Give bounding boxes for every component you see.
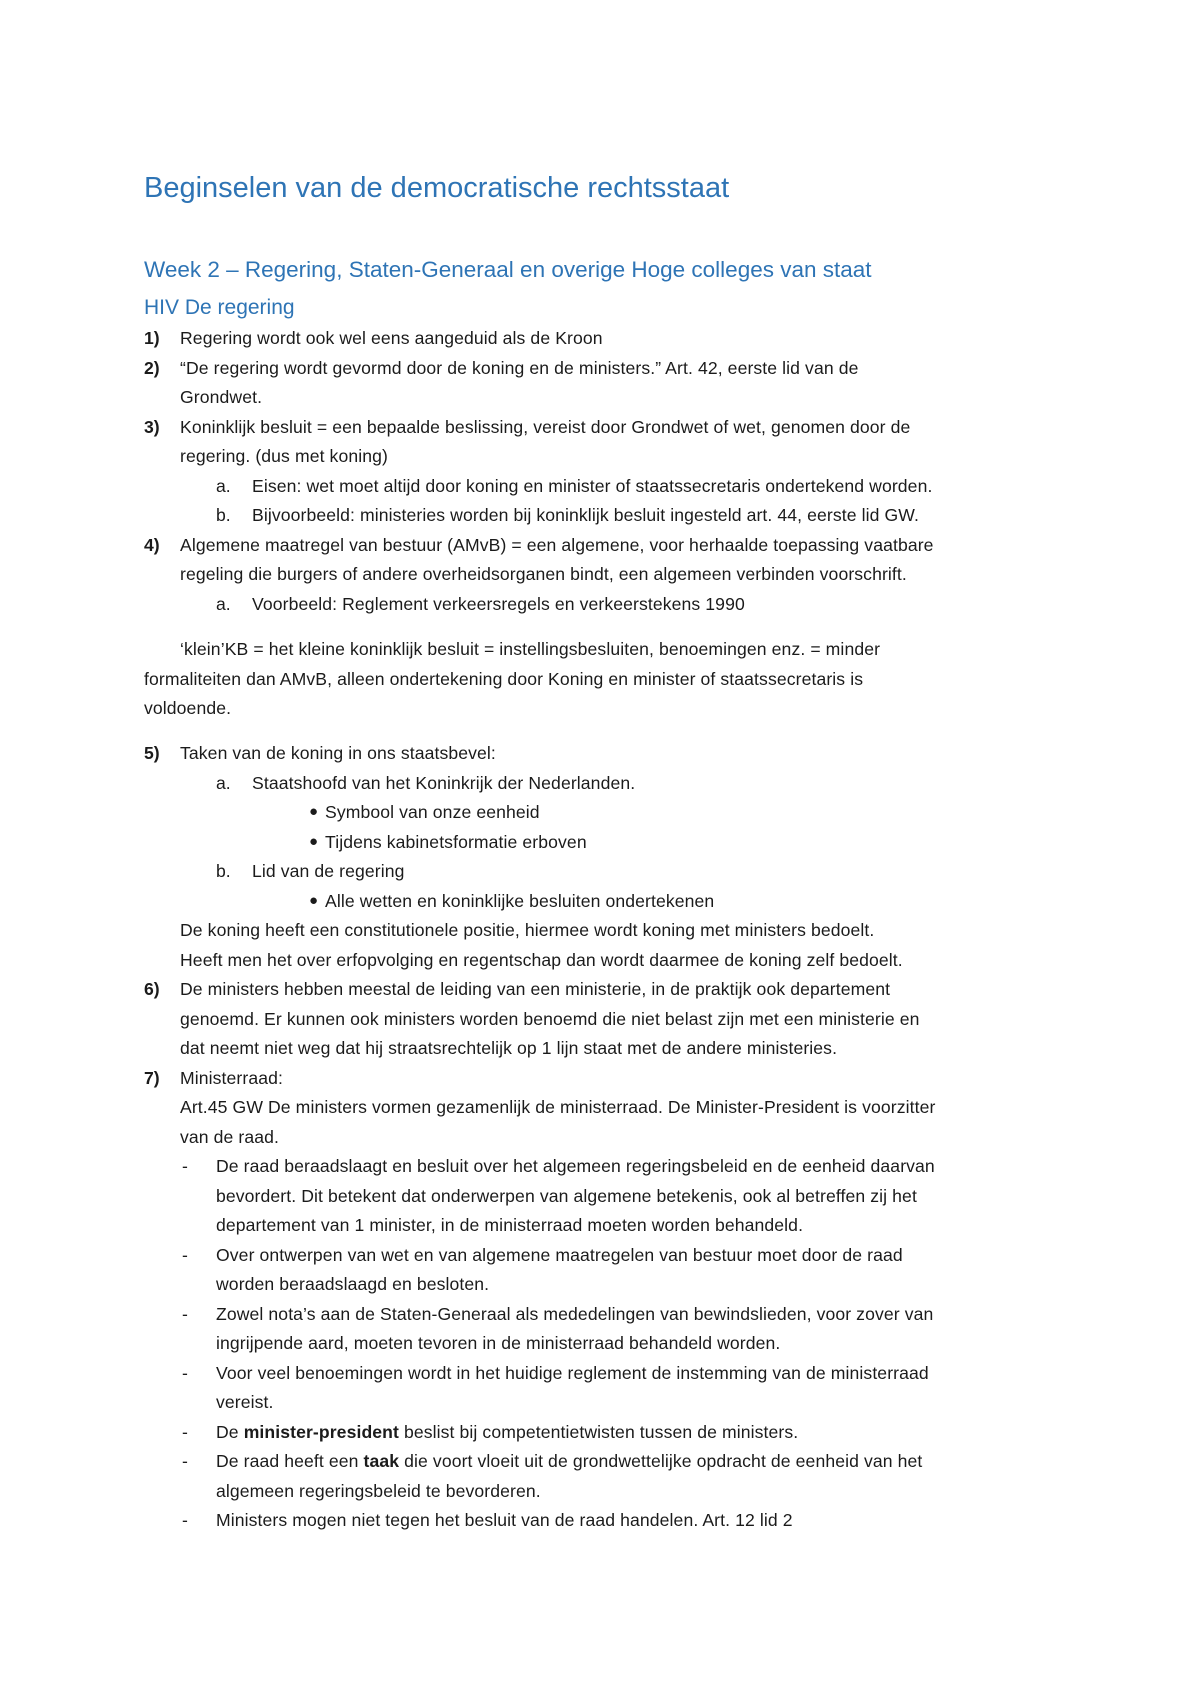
dash-item-text: departement van 1 minister, in de ministerraad moeten worden behandeld. (216, 1215, 804, 1235)
dash-item-text (216, 1450, 922, 1472)
list-item-text: Ministerraad: (180, 1068, 283, 1088)
dash-marker: - (182, 1245, 188, 1265)
list-item-text: De ministers hebben meestal de leiding van een ministerie, in de praktijk ook departement (180, 979, 891, 999)
text-run: die voort vloeit uit de grondwettelijke opdracht de eenheid van het (399, 1451, 923, 1471)
bold-term: minister-president (243, 1422, 399, 1442)
bullet-icon: ● (309, 892, 319, 909)
bullet-icon: ● (309, 833, 319, 850)
paragraph-line: formaliteiten dan AMvB, alleen ondertekening door Koning en minister of staatssecretaris is (144, 669, 864, 689)
dash-item-text: worden beraadslaagd en besloten. (216, 1274, 490, 1294)
list-number: 7) (144, 1068, 160, 1088)
sublist-label: b. (216, 505, 231, 525)
list-item-text: “De regering wordt gevormd door de koning en de ministers.” Art. 42, eerste lid van de (180, 358, 859, 378)
list-item-text: regering. (dus met koning) (180, 446, 388, 466)
bullet-text: Alle wetten en koninklijke besluiten ondertekenen (325, 891, 715, 911)
sublist-text: Eisen: wet moet altijd door koning en minister of staatssecretaris ondertekend worden. (252, 476, 933, 496)
dash-marker: - (182, 1422, 188, 1442)
list-item-text: Regering wordt ook wel eens aangeduid als de Kroon (180, 328, 603, 348)
dash-item-text: vereist. (216, 1392, 274, 1412)
dash-item-text: Over ontwerpen van wet en van algemene maatregelen van bestuur moet door de raad (216, 1245, 903, 1265)
sublist-text: Lid van de regering (252, 861, 405, 881)
paragraph-line: voldoende. (144, 698, 232, 718)
dash-item-text: ingrijpende aard, moeten tevoren in de ministerraad behandeld worden. (216, 1333, 781, 1353)
paragraph-line: De koning heeft een constitutionele positie, hiermee wordt koning met ministers bedoelt. (180, 920, 875, 940)
list-item-text: Art.45 GW De ministers vormen gezamenlijk de ministerraad. De Minister-President is voorzitter (180, 1097, 936, 1117)
list-item-text: Koninklijk besluit = een bepaalde beslissing, vereist door Grondwet of wet, genomen door de (180, 417, 911, 437)
dash-marker: - (182, 1451, 188, 1471)
list-item-text: Taken van de koning in ons staatsbevel: (180, 743, 496, 763)
list-item-text: van de raad. (180, 1127, 280, 1147)
list-number: 2) (144, 358, 160, 378)
dash-item-text: Zowel nota’s aan de Staten-Generaal als mededelingen van bewindslieden, voor zover van (216, 1304, 934, 1324)
sublist-label: b. (216, 861, 231, 881)
list-number: 1) (144, 328, 160, 348)
bold-term: taak (363, 1451, 400, 1471)
bullet-text: Tijdens kabinetsformatie erboven (325, 832, 587, 852)
sublist-text: Voorbeeld: Reglement verkeersregels en verkeerstekens 1990 (252, 594, 745, 614)
list-number: 5) (144, 743, 160, 763)
chapter-heading: HIV De regering (144, 296, 295, 319)
list-item-text: dat neemt niet weg dat hij straatsrechtelijk op 1 lijn staat met de andere ministeries. (180, 1038, 838, 1058)
list-item-text: Grondwet. (180, 387, 263, 407)
list-number: 6) (144, 979, 160, 999)
bullet-icon: ● (309, 803, 319, 820)
sublist-label: a. (216, 773, 231, 793)
dash-marker: - (182, 1363, 188, 1383)
dash-marker: - (182, 1304, 188, 1324)
text-run: De raad heeft een (216, 1451, 364, 1471)
list-item-text: genoemd. Er kunnen ook ministers worden benoemd die niet belast zijn met een ministerie en (180, 1009, 920, 1029)
dash-marker: - (182, 1510, 188, 1530)
dash-item-text: Voor veel benoemingen wordt in het huidige reglement de instemming van de ministerraad (216, 1363, 929, 1383)
sublist-text: Staatshoofd van het Koninkrijk der Nederlanden. (252, 773, 636, 793)
list-item-text: Algemene maatregel van bestuur (AMvB) = een algemene, voor herhaalde toepassing vaatbare (180, 535, 934, 555)
sublist-text: Bijvoorbeeld: ministeries worden bij koninklijk besluit ingesteld art. 44, eerste lid GW. (252, 505, 920, 525)
dash-item-text: bevordert. Dit betekent dat onderwerpen van algemene betekenis, ook al betreffen zij het (216, 1186, 917, 1206)
dash-marker: - (182, 1156, 188, 1176)
sublist-label: a. (216, 594, 231, 614)
week-heading: Week 2 – Regering, Staten-Generaal en overige Hoge colleges van staat (144, 257, 872, 282)
dash-item-text: De raad beraadslaagt en besluit over het algemeen regeringsbeleid en de eenheid daarvan (216, 1156, 935, 1176)
text-run: De (216, 1422, 244, 1442)
paragraph-line: Heeft men het over erfopvolging en regentschap dan wordt daarmee de koning zelf bedoelt. (180, 950, 903, 970)
bullet-text: Symbool van onze eenheid (325, 802, 540, 822)
document-title: Beginselen van de democratische rechtsstaat (144, 172, 730, 204)
list-number: 4) (144, 535, 160, 555)
dash-item-text: Ministers mogen niet tegen het besluit van de raad handelen. Art. 12 lid 2 (216, 1510, 793, 1530)
dash-item-text (216, 1421, 798, 1443)
paragraph-line: ‘klein’KB = het kleine koninklijk besluit = instellingsbesluiten, benoemingen enz. = minder (180, 639, 881, 659)
dash-item-text: algemeen regeringsbeleid te bevorderen. (216, 1481, 541, 1501)
sublist-label: a. (216, 476, 231, 496)
list-number: 3) (144, 417, 160, 437)
text-run: beslist bij competentietwisten tussen de ministers. (398, 1422, 799, 1442)
list-item-text: regeling die burgers of andere overheidsorganen bindt, een algemeen verbinden voorschrift. (180, 564, 907, 584)
